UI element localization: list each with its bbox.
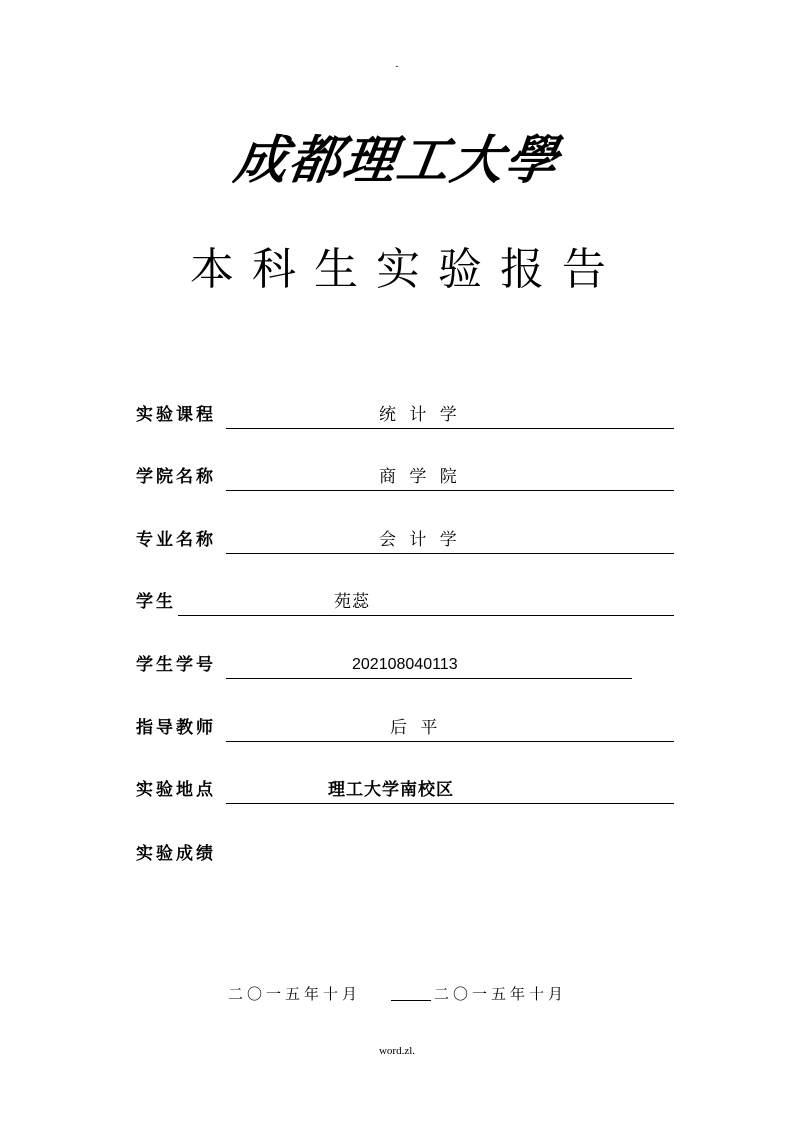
field-location-underline bbox=[226, 803, 674, 804]
field-college-label: 学院名称 bbox=[136, 467, 216, 487]
field-student-id bbox=[136, 653, 636, 683]
field-student-underline bbox=[178, 615, 674, 616]
field-student-value: 苑蕊 bbox=[334, 592, 370, 612]
field-advisor-value: 后 平 bbox=[390, 718, 442, 738]
field-location-value: 理工大学南校区 bbox=[328, 780, 454, 800]
field-course-underline bbox=[226, 428, 674, 429]
field-location-label: 实验地点 bbox=[136, 780, 216, 800]
field-student-id-label: 学生学号 bbox=[136, 655, 216, 675]
field-grade-label: 实验成绩 bbox=[136, 844, 216, 864]
field-student bbox=[136, 590, 676, 620]
field-advisor-underline bbox=[226, 741, 674, 742]
field-college-underline bbox=[226, 490, 674, 491]
field-course-label: 实验课程 bbox=[136, 405, 216, 425]
university-calligraphy-logo: 成都理工大學 bbox=[230, 130, 564, 191]
field-course bbox=[136, 403, 676, 433]
field-major bbox=[136, 528, 676, 558]
field-college-value: 商 学 院 bbox=[379, 467, 461, 487]
field-major-value: 会 计 学 bbox=[379, 530, 461, 550]
date-range bbox=[0, 983, 794, 1007]
field-major-label: 专业名称 bbox=[136, 530, 216, 550]
field-advisor bbox=[136, 716, 676, 746]
field-advisor-label: 指导教师 bbox=[136, 718, 216, 738]
field-student-label: 学生 bbox=[136, 592, 176, 612]
university-logo bbox=[232, 118, 562, 204]
field-major-underline bbox=[226, 553, 674, 554]
report-title: 本科生实验报告 bbox=[190, 244, 624, 295]
header-mark: - bbox=[395, 62, 399, 72]
field-location bbox=[136, 778, 676, 808]
field-student-id-value: 202108040113 bbox=[352, 656, 458, 673]
field-course-value: 统 计 学 bbox=[379, 405, 461, 425]
page-footer: word.zl. bbox=[378, 1045, 416, 1057]
field-grade bbox=[136, 842, 676, 872]
date-separator bbox=[391, 1000, 431, 1001]
field-college bbox=[136, 465, 676, 495]
field-student-id-underline bbox=[226, 678, 632, 679]
start-date: 二〇一五年十月 bbox=[228, 985, 362, 1003]
end-date: 二〇一五年十月 bbox=[434, 985, 568, 1003]
